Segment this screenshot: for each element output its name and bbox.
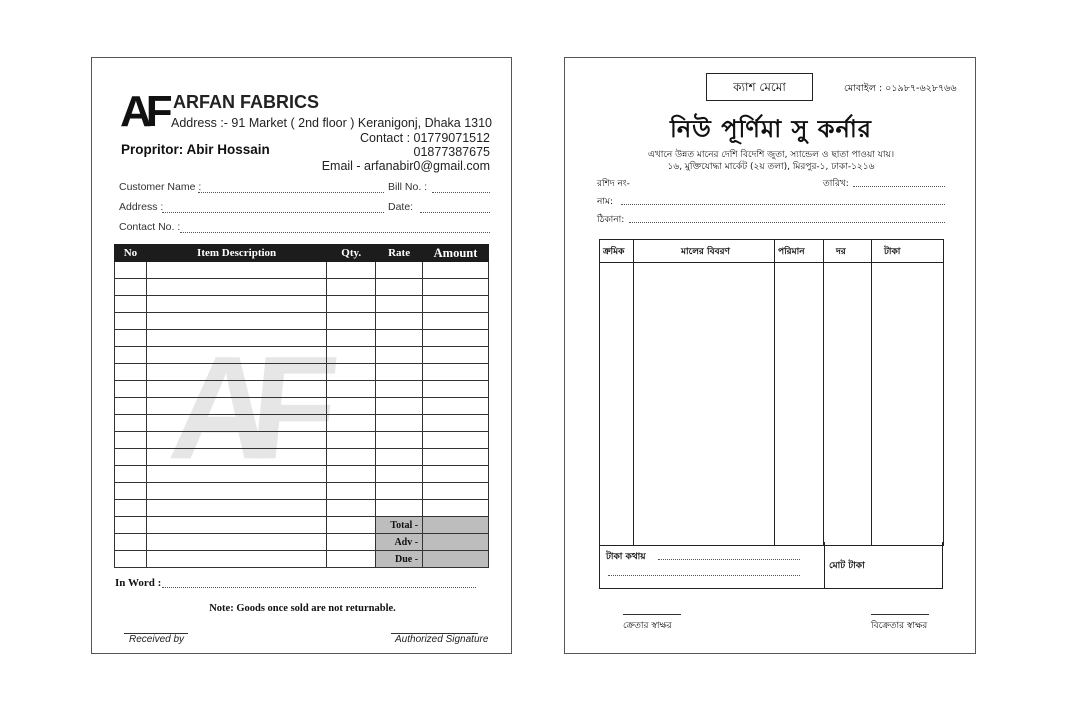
table-cell[interactable] [376,364,423,381]
header-quantity: পরিমান [775,240,824,263]
table-row [115,432,489,449]
table-cell[interactable] [327,551,376,568]
table-cell[interactable] [146,398,326,415]
buyer-signature-line [623,614,681,615]
shop-tagline: এখানে উন্নত মানের দেশি বিদেশি জুতা, স্যান্ডেল ও ছাতা পাওয়া যায়। [647,150,895,160]
header-taka: টাকা [872,240,944,263]
address-field[interactable] [162,212,384,213]
memo-address-field[interactable] [629,222,945,223]
table-cell[interactable] [327,449,376,466]
summary-label: Total - [376,517,423,534]
table-cell[interactable] [327,347,376,364]
summary-row [115,517,489,534]
table-cell[interactable] [327,364,376,381]
table-cell[interactable] [146,483,326,500]
table-row [115,483,489,500]
table-cell[interactable] [115,279,147,296]
table-cell[interactable] [115,347,147,364]
header-serial: ক্রমিক [600,240,634,263]
header-item-description: Item Description [146,245,326,262]
footer-divider [824,542,825,588]
proprietor-name: Propritor: Abir Hossain [121,142,270,157]
table-cell[interactable] [376,415,423,432]
table-cell[interactable] [146,381,326,398]
serial-column[interactable] [600,263,634,546]
table-cell[interactable] [327,398,376,415]
mobile-number: মোবাইল : ০১৯৮৭-৬২৮৭৬৬ [844,83,957,94]
authorized-signature-label: Authorized Signature [395,634,489,645]
date-label: Date: [388,201,414,213]
table-row [115,500,489,517]
table-cell[interactable] [146,517,326,534]
table-cell[interactable] [376,432,423,449]
table-cell[interactable] [376,330,423,347]
table-cell[interactable] [423,347,489,364]
summary-label: Due - [376,551,423,568]
table-row [115,466,489,483]
table-row [115,449,489,466]
summary-value[interactable] [423,534,489,551]
header-price: দর [824,240,872,263]
table-cell[interactable] [423,398,489,415]
table-cell[interactable] [146,551,326,568]
company-logo: AF [120,87,167,136]
table-cell[interactable] [423,432,489,449]
table-cell[interactable] [376,483,423,500]
quantity-column[interactable] [775,263,824,546]
in-words-label: টাকা কথায় [606,552,646,562]
table-cell[interactable] [146,262,326,279]
table-cell[interactable] [115,483,147,500]
table-row [115,364,489,381]
table-cell[interactable] [115,449,147,466]
in-word-label: In Word : [115,577,162,589]
price-column[interactable] [824,263,872,546]
contact-no-field[interactable] [180,232,490,233]
summary-value[interactable] [423,551,489,568]
table-cell[interactable] [327,432,376,449]
table-cell[interactable] [376,279,423,296]
arfan-fabrics-invoice [91,57,512,654]
table-row [115,398,489,415]
table-cell[interactable] [115,330,147,347]
table-row [115,381,489,398]
summary-row [115,534,489,551]
memo-date-field[interactable] [853,186,945,187]
table-cell[interactable] [327,415,376,432]
memo-date-label: তারিখ: [823,179,849,189]
table-row [115,313,489,330]
total-taka-label: মোট টাকা [829,561,865,571]
cash-memo [564,57,976,654]
table-cell[interactable] [115,364,147,381]
seller-signature-line [871,614,929,615]
table-cell[interactable] [115,381,147,398]
table-cell[interactable] [146,296,326,313]
watermark-logo: AF [163,325,323,490]
header-description: মালের বিবরণ [634,240,775,263]
table-cell[interactable] [423,449,489,466]
table-cell[interactable] [327,262,376,279]
shop-name: নিউ পূর্ণিমা সু কর্নার [669,115,873,143]
table-cell[interactable] [327,330,376,347]
memo-table-header [600,240,944,263]
table-cell[interactable] [115,313,147,330]
table-cell[interactable] [146,347,326,364]
table-cell[interactable] [376,262,423,279]
address-label: Address : [119,201,164,213]
table-cell[interactable] [423,313,489,330]
table-cell[interactable] [146,466,326,483]
table-cell[interactable] [146,415,326,432]
customer-name-field[interactable] [198,192,384,193]
table-cell[interactable] [146,449,326,466]
received-by-label: Received by [129,634,185,645]
memo-items-table [599,239,944,546]
company-contact-2: 01877387675 [413,145,490,159]
name-label: নাম: [597,197,614,207]
table-cell[interactable] [423,381,489,398]
header-amount: Amount [423,245,489,262]
summary-label: Adv - [376,534,423,551]
table-cell[interactable] [146,500,326,517]
items-table [114,244,489,568]
bill-no-label: Bill No. : [388,181,428,193]
bill-no-field[interactable] [432,192,490,193]
table-cell[interactable] [376,466,423,483]
in-words-field-2[interactable] [608,575,800,576]
table-cell[interactable] [115,432,147,449]
table-cell[interactable] [115,466,147,483]
table-cell[interactable] [376,313,423,330]
table-row [115,279,489,296]
table-cell[interactable] [146,534,326,551]
summary-row [115,551,489,568]
header-no: No [115,245,147,262]
table-cell[interactable] [115,415,147,432]
table-cell[interactable] [376,398,423,415]
table-row [115,330,489,347]
table-cell[interactable] [376,500,423,517]
table-cell[interactable] [376,449,423,466]
table-row [115,262,489,279]
table-cell[interactable] [327,381,376,398]
company-address: Address :- 91 Market ( 2nd floor ) Keranigonj, Dhaka 1310 [171,116,493,130]
company-contact: Contact : 01779071512 [360,131,490,145]
table-cell[interactable] [423,296,489,313]
memo-footer-box [599,542,943,589]
table-cell[interactable] [115,262,147,279]
table-cell[interactable] [327,313,376,330]
table-cell[interactable] [327,466,376,483]
table-cell[interactable] [423,415,489,432]
table-cell[interactable] [376,296,423,313]
return-policy-note: Note: Goods once sold are not returnable. [209,603,396,614]
table-cell[interactable] [423,483,489,500]
buyer-signature-label: ক্রেতার স্বাক্ষর [623,621,672,631]
shop-address: ১৬, মুক্তিযোদ্ধা মার্কেট (২য় তলা), মিরপুর-১, ঢাকা-১২১৬ [667,162,875,172]
memo-title: ক্যাশ মেমো [706,73,813,101]
receipt-no-label: রশিদ নং- [597,179,630,189]
table-cell[interactable] [146,364,326,381]
table-cell[interactable] [115,398,147,415]
in-word-field[interactable] [162,587,476,588]
contact-no-label: Contact No. : [119,221,181,233]
company-name: ARFAN FABRICS [173,92,320,112]
memo-address-label: ঠিকানা: [597,215,625,225]
table-cell[interactable] [327,279,376,296]
taka-column[interactable] [872,263,944,546]
table-cell[interactable] [376,347,423,364]
company-email: Email - arfanabir0@gmail.com [321,159,490,173]
header-rate: Rate [376,245,423,262]
table-cell[interactable] [327,500,376,517]
table-cell[interactable] [327,534,376,551]
description-column[interactable] [634,263,775,546]
table-cell[interactable] [146,313,326,330]
name-field[interactable] [621,204,945,205]
table-row [115,296,489,313]
table-cell[interactable] [146,279,326,296]
table-row [115,347,489,364]
customer-name-label: Customer Name : [119,181,202,193]
table-cell[interactable] [376,381,423,398]
seller-signature-label: বিক্রেতার স্বাক্ষর [871,621,928,631]
table-cell[interactable] [115,500,147,517]
table-cell[interactable] [423,500,489,517]
table-row [115,415,489,432]
date-field[interactable] [420,212,490,213]
table-cell[interactable] [327,483,376,500]
table-cell[interactable] [327,517,376,534]
table-cell[interactable] [115,517,147,534]
header-qty: Qty. [327,245,376,262]
table-cell[interactable] [115,296,147,313]
table-cell[interactable] [146,432,326,449]
items-table-header [115,245,489,262]
table-cell[interactable] [423,364,489,381]
table-cell[interactable] [327,296,376,313]
table-cell[interactable] [423,279,489,296]
table-cell[interactable] [423,466,489,483]
in-words-field[interactable] [658,559,800,560]
memo-table-body [600,263,944,546]
table-cell[interactable] [115,551,147,568]
table-cell[interactable] [146,330,326,347]
table-cell[interactable] [423,330,489,347]
table-cell[interactable] [423,262,489,279]
table-cell[interactable] [115,534,147,551]
summary-value[interactable] [423,517,489,534]
